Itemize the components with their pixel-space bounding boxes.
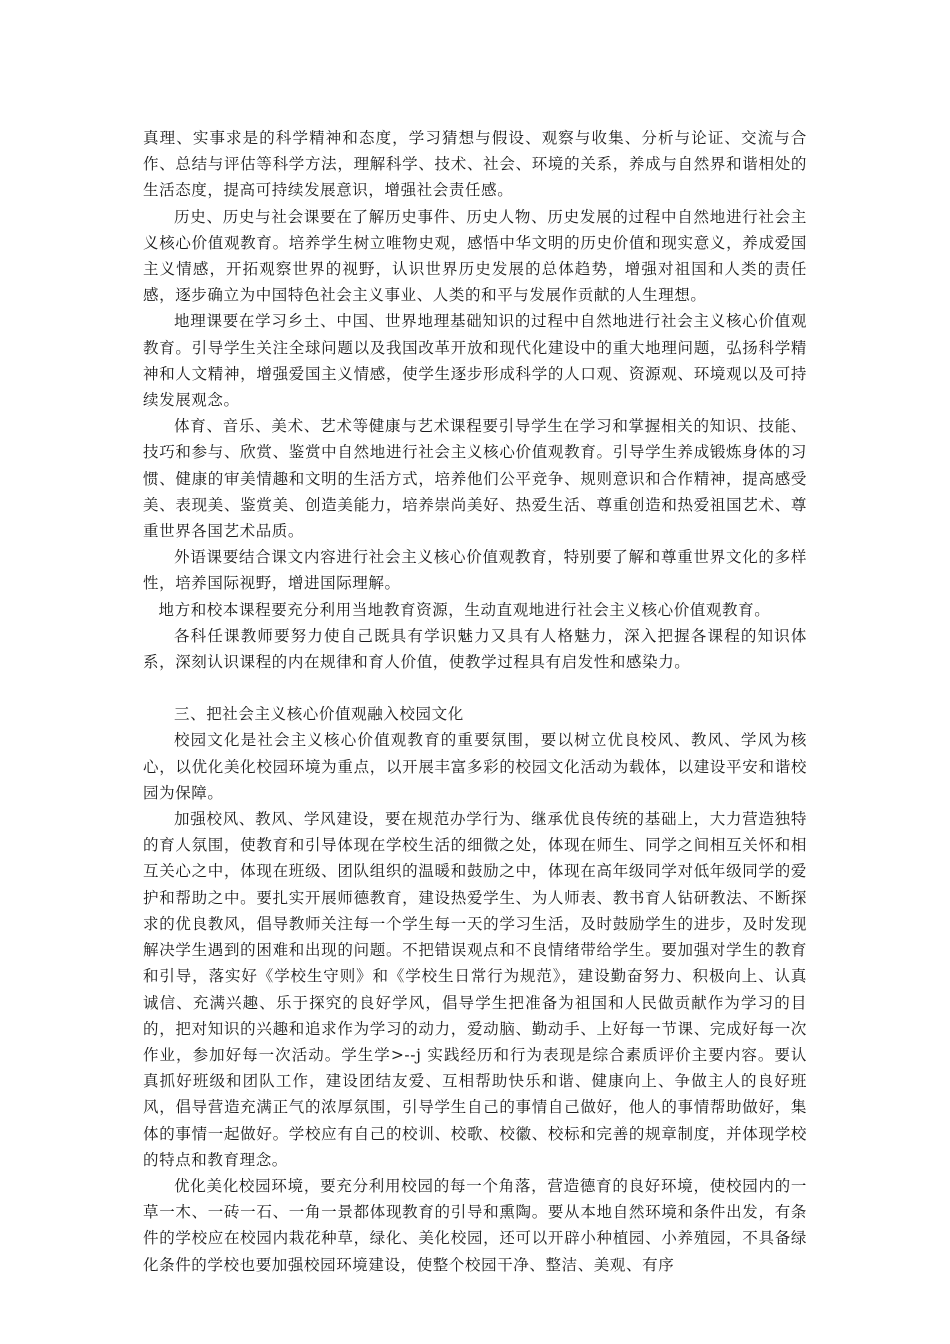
section-heading: 三、把社会主义核心价值观融入校园文化 [174, 705, 464, 724]
paragraphs-before [143, 125, 807, 675]
document-page [143, 125, 807, 1278]
paragraph-school-style: 加强校风、教风、学风建设，要在规范办学行为、继承优良传统的基础上，大力营造独特的育人氛围，使教育和引导体现在学校生活的细微之处，体现在师生、同学之间相互关怀和相互关心之中，体现在班级、团队组织的温暖和鼓励之中，体现在高年级同学对低年级同学的爱护和帮助之中。要扎实开展师德教育，建设热爱学生、为人师表、教书育人钻研教法、不断探求的优良教风，倡导教师关注每一个学生每一天的学习生活，及时鼓励学生的进步，及时发现解决学生遇到的困难和出现的问题。不把错误观点和不良情绪带给学生。要加强对学生的教育和引导，落实好《学校生守则》和《学校生日常行为规范》，建设勤奋努力、积极向上、认真诚信、充满兴趣、乐于探究的良好学风，倡导学生把准备为祖国和人民做贡献作为学习的目的，把对知识的兴趣和追求作为学习的动力，爱动脑、勤动手、上好每一节课、完成好每一次作业，参加好每一次活动。学生学>--j 实践经历和行为表现是综合素质评价主要内容。要认真抓好班级和团队工作，建设团结友爱、互相帮助快乐和谐、健康向上、争做主人的良好班风，倡导营造充满正气的浓厚氛围，引导学生自己的事情自己做好，他人的事情帮助做好，集体的事情一起做好。学校应有自己的校训、校歌、校徽、校标和完善的规章制度，并体现学校的特点和教育理念。 [143, 810, 807, 1169]
paragraph-science-attitude: 真理、实事求是的科学精神和态度，学习猜想与假设、观察与收集、分析与论证、交流与合作、总结与评估等科学方法，理解科学、技术、社会、环境的关系，养成与自然界和谐相处的生活态度，提高可持续发展意识，增强社会责任感。 [143, 129, 807, 200]
paragraph-foreign-language: 外语课要结合课文内容进行社会主义核心价值观教育，特别要了解和尊重世界文化的多样性，培养国际视野，增进国际理解。 [143, 548, 807, 593]
paragraph-arts-pe: 体育、音乐、美术、艺术等健康与艺术课程要引导学生在学习和掌握相关的知识、技能、技巧和参与、欣赏、鉴赏中自然地进行社会主义核心价值观教育。引导学生养成锻炼身体的习惯、健康的审美情趣和文明的生活方式，培养他们公平竞争、规则意识和合作精神，提高感受美、表现美、鉴赏美、创造美能力，培养崇尚美好、热爱生活、尊重创造和热爱祖国艺术、尊重世界各国艺术品质。 [143, 417, 807, 541]
section-spacer [143, 675, 807, 701]
paragraph-history: 历史、历史与社会课要在了解历史事件、历史人物、历史发展的过程中自然地进行社会主义核心价值观教育。培养学生树立唯物史观，感悟中华文明的历史价值和现实意义，养成爱国主义情感，开拓观察世界的视野，认识世界历史发展的总体趋势，增强对祖国和人类的责任感，逐步确立为中国特色社会主义事业、人类的和平与发展作贡献的人生理想。 [143, 207, 807, 305]
paragraph-local-curriculum: 地方和校本课程要充分利用当地教育资源，生动直观地进行社会主义核心价值观教育。 [158, 600, 771, 619]
paragraphs-after [143, 727, 807, 1277]
paragraph-geography: 地理课要在学习乡土、中国、世界地理基础知识的过程中自然地进行社会主义核心价值观教育。引导学生关注全球问题以及我国改革开放和现代化建设中的重大地理问题，弘扬科学精神和人文精神，增强爱国主义情感，使学生逐步形成科学的人口观、资源观、环境观以及可持续发展观念。 [143, 312, 807, 410]
paragraph-campus-environment: 优化美化校园环境，要充分利用校园的每一个角落，营造德育的良好环境，使校园内的一草一木、一砖一石、一角一景都体现教育的引导和熏陶。要从本地自然环境和条件出发，有条件的学校应在校园内栽花种草，绿化、美化校园，还可以开辟小种植园、小养殖园，不具备绿化条件的学校也要加强校园环境建设，使整个校园干净、整洁、美观、有序 [143, 1176, 807, 1274]
paragraph-teachers: 各科任课教师要努力使自己既具有学识魅力又具有人格魅力，深入把握各课程的知识体系，深刻认识课程的内在规律和育人价值，使教学过程具有启发性和感染力。 [143, 626, 807, 672]
paragraph-campus-culture: 校园文化是社会主义核心价值观教育的重要氛围，要以树立优良校风、教风、学风为核心，以优化美化校园环境为重点，以开展丰富多彩的校园文化活动为载体，以建设平安和谐校园为保障。 [143, 731, 807, 802]
